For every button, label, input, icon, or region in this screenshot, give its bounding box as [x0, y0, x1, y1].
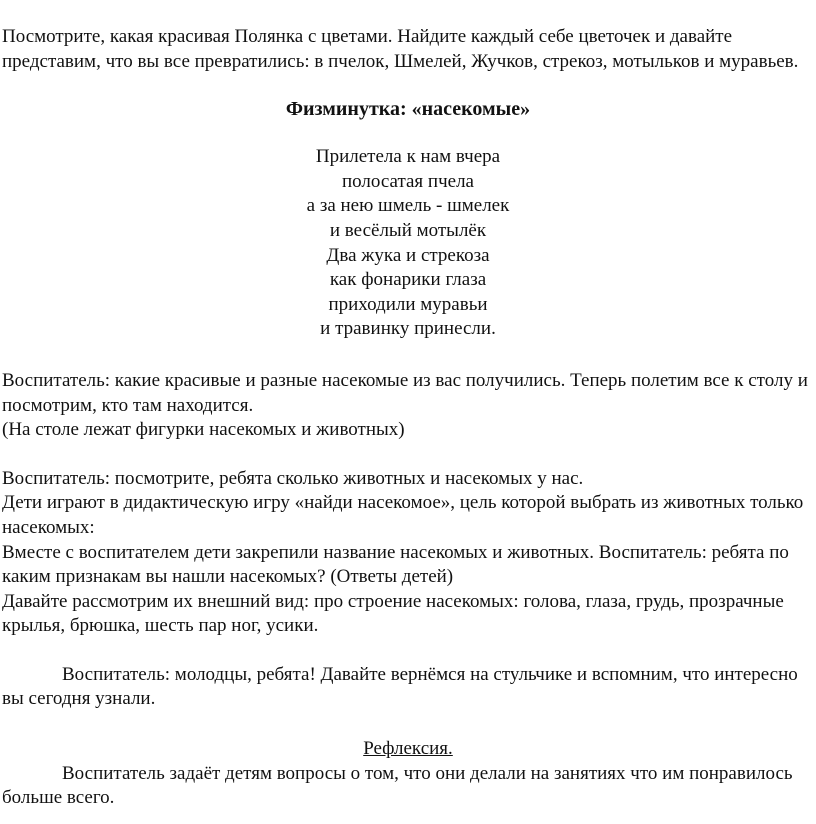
poem-line: Прилетела к нам вчера	[315, 146, 501, 168]
poem-line: Два жука и стрекоза	[326, 244, 490, 266]
reflection-title: Рефлексия.	[363, 738, 453, 760]
teacher-block-3: Воспитатель: молодцы, ребята! Давайте вернёмся на стульчике и вспомним, что интересно вы сегодня узнали.	[2, 663, 798, 710]
teacher-line: Воспитатель: какие красивые и разные насекомые из вас получились. Теперь полетим все к столу и посмотрим, кто там находится.	[2, 369, 808, 416]
game-line: Дети играют в дидактическую игру «найди насекомое», цель которой выбрать из животных только насекомых:	[2, 492, 804, 538]
poem-line: а за нею шмель - шмелек	[306, 195, 510, 217]
reflection-text: Воспитатель задаёт детям вопросы о том, что они делали на занятиях что им понравилось больше всего.	[2, 762, 793, 809]
teacher-line: Вместе с воспитателем дети закрепили название насекомых и животных. Воспитатель: ребята по каким признакам вы нашли насекомых? (Ответы детей)	[2, 541, 789, 588]
poem-line: полосатая пчела	[341, 170, 474, 192]
poem-line: как фонарики глаза	[329, 269, 487, 291]
teacher-line: Воспитатель: посмотрите, ребята сколько животных и насекомых у нас.	[2, 467, 584, 489]
intro-paragraph: Посмотрите, какая красивая Полянка с цветами. Найдите каждый себе цветочек и давайте представим, что вы все превратились: в пчелок, Шмелей, Жучков, стрекоз, мотыльков и муравьев.	[2, 26, 799, 72]
poem-line: приходили муравьи	[328, 293, 488, 315]
poem-line: и весёлый мотылёк	[329, 219, 487, 241]
structure-line: Давайте рассмотрим их внешний вид: про строение насекомых: голова, глаза, грудь, прозрачные крылья, брюшка, шесть пар ног, усики.	[2, 590, 784, 637]
section-title: Физминутка: «насекомые»	[285, 98, 531, 121]
teacher-block-1	[2, 369, 814, 443]
poem-line: и травинку принесли.	[320, 318, 496, 340]
teacher-block-2	[2, 467, 814, 639]
note-line: (На столе лежат фигурки насекомых и животных)	[2, 419, 405, 441]
poem	[2, 145, 814, 342]
